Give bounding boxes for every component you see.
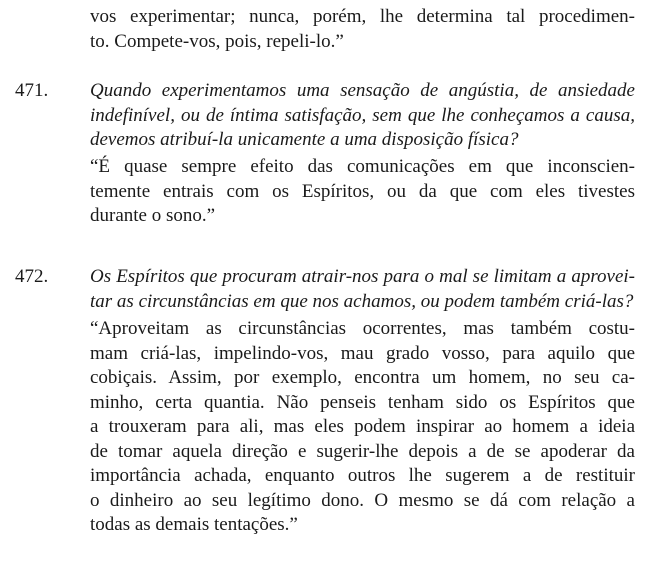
text-line: vos experimentar; nunca, porém, lhe determina tal procedimen- [90, 6, 635, 27]
text-line: importância achada, enquanto outros lhe sugerem a de restituir [90, 465, 635, 486]
text-line: todas as demais tentações.” [90, 514, 298, 535]
text-line: de tomar aquela direção e sugerir-lhe depois a de se apoderar da [90, 440, 635, 462]
text-line: “Aproveitam as circunstâncias ocorrentes, mas também costu- [90, 318, 635, 339]
text-line: Quando experimentamos uma sensação de angústia, de ansiedade [90, 80, 635, 101]
question-paragraph [90, 265, 635, 314]
text-line: a trouxeram para ali, mas eles podem inspirar ao homem a ideia [90, 416, 635, 437]
text-line: minho, certa quantia. Não penseis tenham sido os Espíritos que [90, 391, 635, 413]
question-paragraph [90, 79, 635, 153]
item-number: 471. [15, 80, 49, 101]
text-line: mam criá-las, impelindo-vos, mau grado vosso, para aquilo que [90, 342, 635, 364]
text-line: Os Espíritos que procuram atrair-nos para o mal se limitam a aprovei- [90, 266, 635, 287]
text-line: devemos atribuí-la unicamente a uma disposição física? [90, 129, 519, 150]
item-number: 472. [15, 266, 49, 287]
answer-paragraph [90, 317, 635, 538]
text-line: indefinível, ou de íntima satisfação, sem que lhe conheçamos a causa, [90, 104, 635, 126]
continuation-paragraph [90, 5, 635, 54]
text-line: temente entrais com os Espíritos, ou da que com eles tivestes [90, 180, 635, 202]
text-line: cobiçais. Assim, por exemplo, encontra um homem, no seu ca- [90, 367, 635, 388]
answer-paragraph [90, 155, 635, 229]
text-line: tar as circunstâncias em que nos achamos, ou podem também criá-las? [90, 290, 634, 312]
text-line: to. Compete-vos, pois, repeli-lo.” [90, 30, 344, 52]
text-line: o dinheiro ao seu legítimo dono. O mesmo se dá com relação a [90, 489, 635, 511]
text-line: durante o sono.” [90, 205, 216, 226]
text-line: “É quase sempre efeito das comunicações em que inconscien- [90, 156, 635, 177]
